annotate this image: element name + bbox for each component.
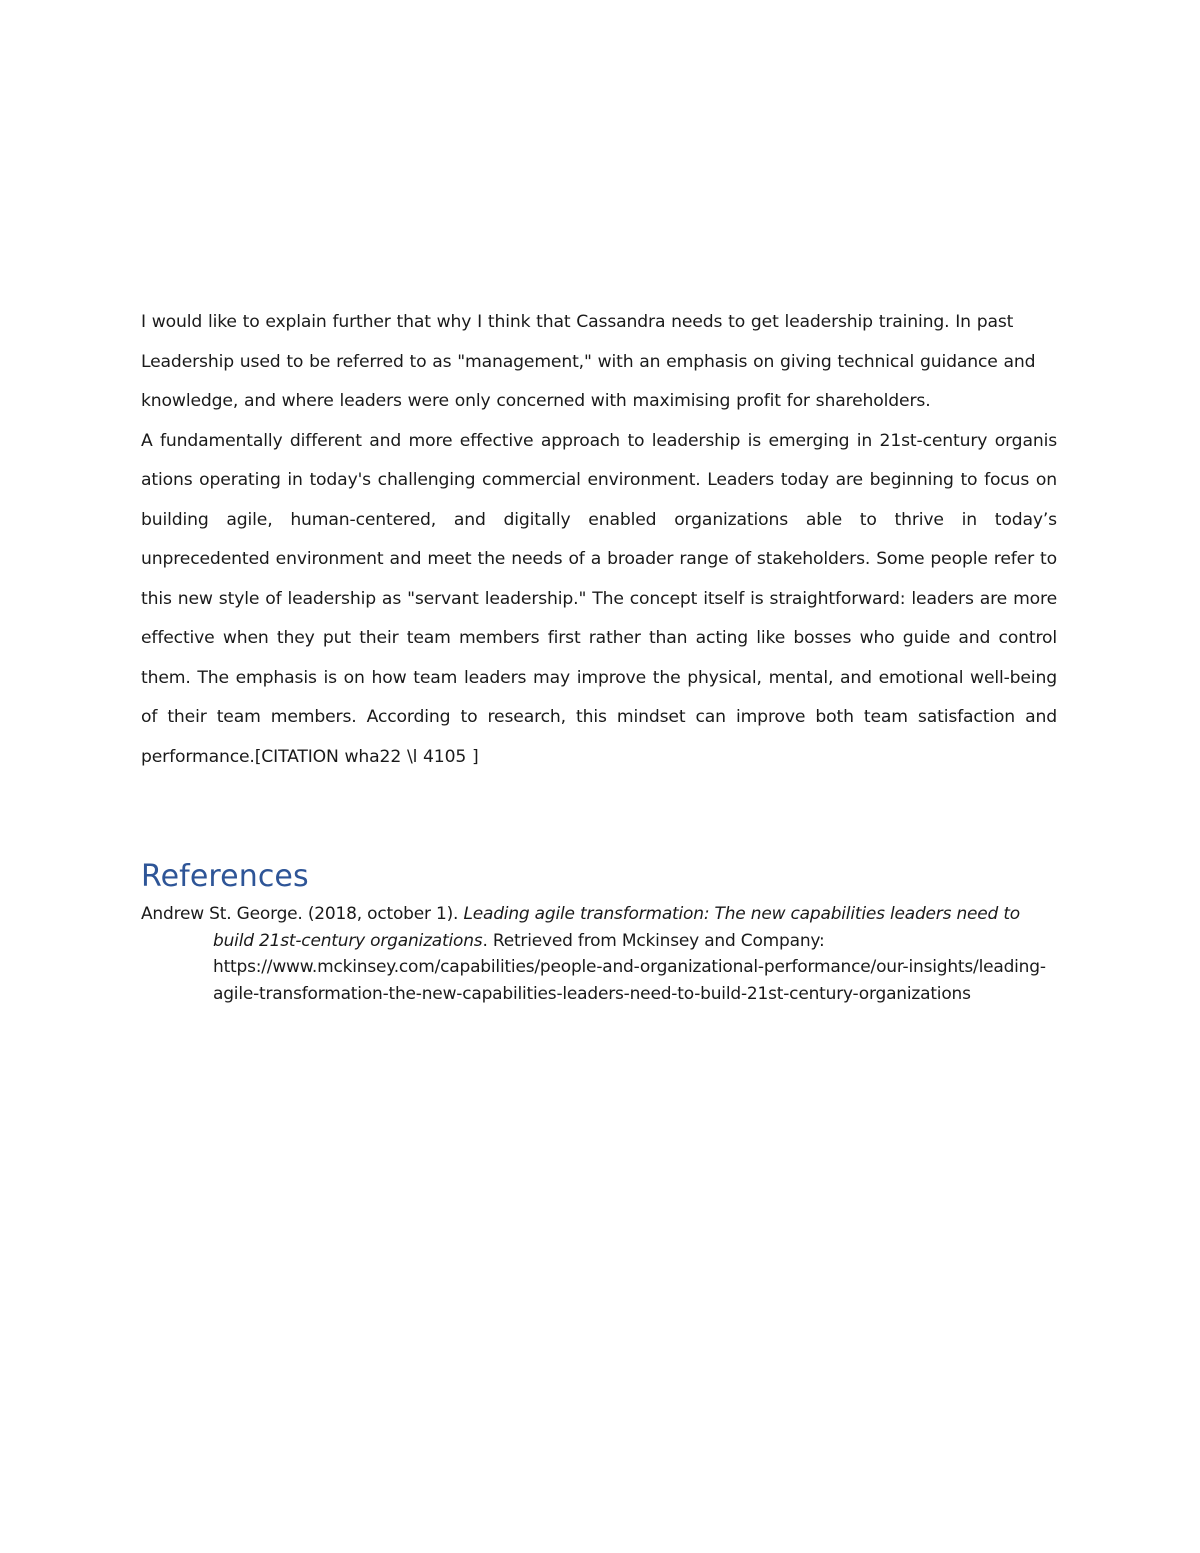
paragraph-servant-leadership [141, 422, 1057, 778]
citation-field: [CITATION wha22 \l 4105 ] [254, 746, 479, 767]
references-heading: References [141, 859, 309, 894]
paragraph-servant-leadership-text: A fundamentally different and more effective approach to leadership is emerging in 21st-century organis ations operating in today's challenging commercial environment. Leaders today are beginning to focus on building agile, human-centered, and digitally enabled organizations able to thrive in today’s unprecedented environment and meet the needs of a broader range of stakeholders. Some people refer to this new style of leadership as "servant leadership." The concept itself is straightforward: leaders are more effective when they put their team members first rather than acting like bosses who guide and control them. The emphasis is on how team leaders may improve the physical, mental, and emotional well-being of their team members. According to research, this mindset can improve both team satisfaction and performance. [141, 430, 1057, 767]
reference-entry [141, 901, 1046, 1007]
body-text [141, 303, 1057, 777]
reference-author-date: Andrew St. George. (2018, october 1). [141, 904, 464, 924]
reference-retrieved: . Retrieved from Mckinsey and Company: [482, 930, 825, 951]
reference-url: https://www.mckinsey.com/capabilities/people-and-organizational-performance/our-insights/leading-agile-transformation-the-new-capabilities-leaders-need-to-build-21st-century-organizations [213, 957, 1046, 1004]
reference-title: Leading agile transformation: The new capabilities leaders need to build 21st-century organizations [213, 904, 1021, 951]
paragraph-leadership-training: I would like to explain further that why I think that Cassandra needs to get leadership training. In past Leadership used to be referred to as "management," with an emphasis on giving technical guidance and knowledge, and where leaders were only concerned with maximising profit for shareholders. [141, 312, 1036, 411]
